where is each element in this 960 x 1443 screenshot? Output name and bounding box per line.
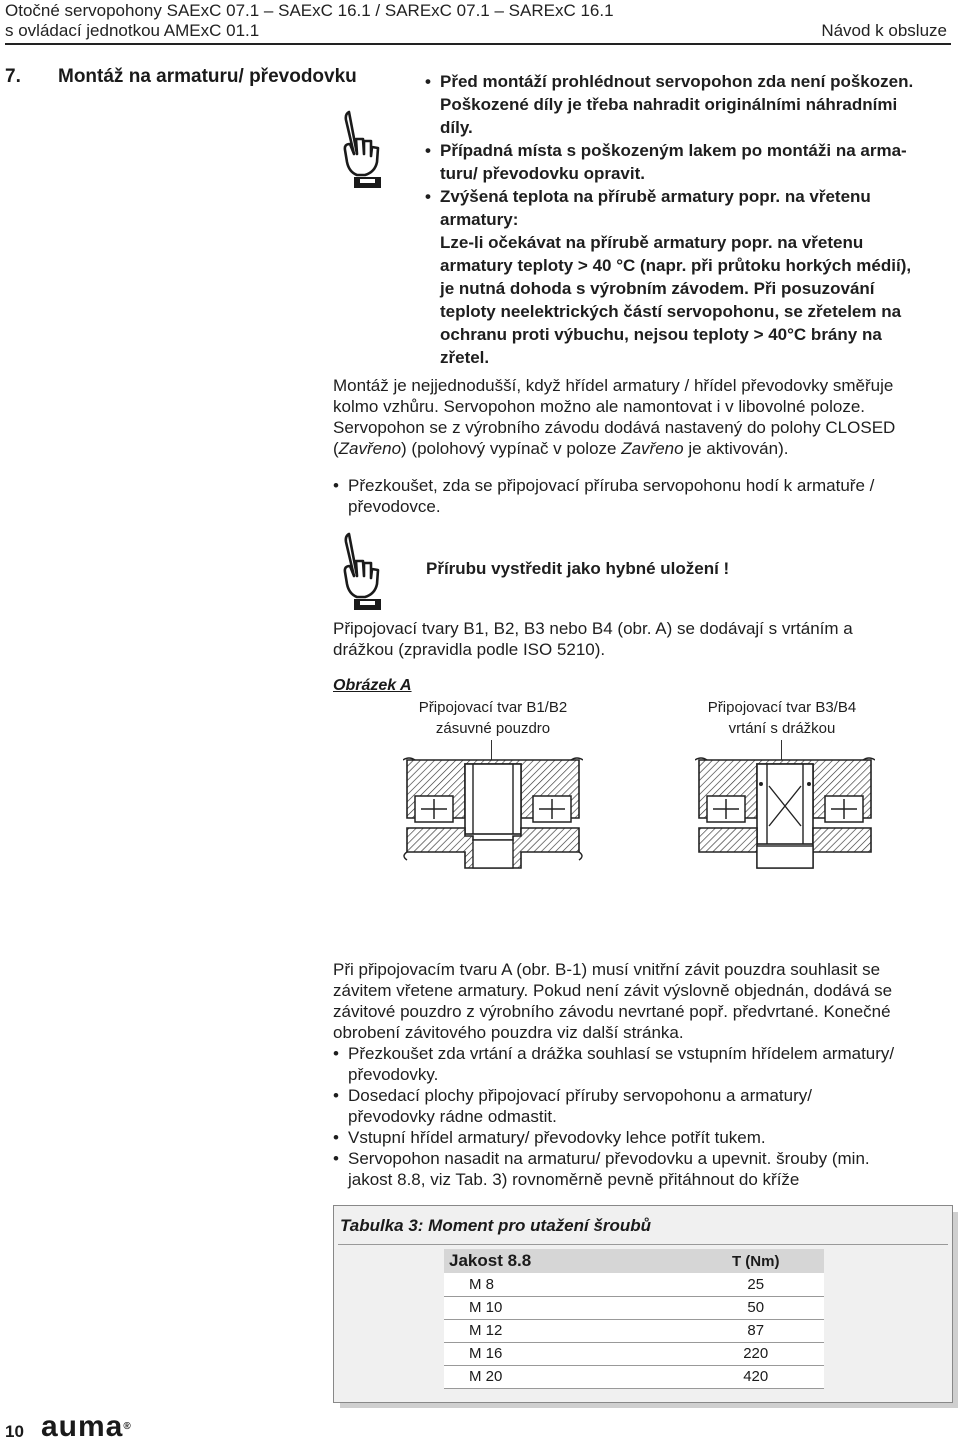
header-title-line2: s ovládací jednotkou AMExC 01.1	[5, 21, 260, 40]
bullet-check-bore: • Přezkoušet zda vrtání a drážka souhlasí se vstupním hřídelem armatury/ převodovky.	[333, 1043, 953, 1085]
check-flange-bullet: • Přezkoušet, zda se připojovací příruba servopohonu hodí k armatuře / převodovce.	[333, 475, 960, 517]
pointing-hand-icon	[335, 528, 395, 614]
header-title-line1: Otočné servopohony SAExC 07.1 – SAExC 16.1 / SARExC 07.1 – SARExC 16.1	[5, 1, 614, 20]
bullet-degrease: • Dosedací plochy připojovací příruby servopohonu a armatury/ převodovky rádne odmastit.	[333, 1085, 953, 1127]
table-row	[444, 1365, 824, 1388]
col-header-quality: Jakost 8.8	[449, 1251, 532, 1270]
cell-torque: 420	[743, 1368, 769, 1385]
brand-name: auma	[41, 1410, 124, 1443]
brand-logo	[41, 1412, 132, 1442]
cell-bolt: M 12	[469, 1322, 503, 1339]
forms-paragraph: Připojovací tvary B1, B2, B3 nebo B4 (obr. A) se dodávají s vrtáním a drážkou (zpravidla podle ISO 5210).	[333, 619, 853, 659]
cell-torque: 220	[743, 1345, 769, 1362]
cell-bolt: M 16	[469, 1345, 503, 1362]
brand-reg: ®	[123, 1421, 132, 1432]
cell-torque: 87	[747, 1322, 765, 1339]
figure-label-b3b4: Připojovací tvar B3/B4 vrtání s drážkou	[707, 699, 857, 737]
cell-torque: 50	[747, 1299, 765, 1316]
warning-bullet-damage: • Před montáží prohlédnout servopohon zda není poškozen. Poškozené díly je třeba nahradit originálními náhradními díly.	[425, 70, 955, 139]
drawing-b1b2	[403, 756, 583, 921]
section-number: 7.	[5, 66, 21, 87]
bullet-grease-shaft: • Vstupní hřídel armatury/ převodovky lehce potřít tukem.	[333, 1127, 953, 1148]
cell-bolt: M 20	[469, 1368, 503, 1385]
figure-title: Obrázek A	[333, 677, 412, 694]
cell-bolt: M 10	[469, 1299, 503, 1316]
intro-paragraph: Montáž je nejjednodušší, když hřídel armatury / hřídel převodovky směřuje kolmo vzhůru. Servopohon možno ale namontovat i v libovolné poloze. Servopohon se z výrobního závodu dodává nastavený do polohy CLOSED (Zavřeno) (polohový vypínač v poloze Zavřeno je aktivován).	[333, 376, 896, 458]
col-header-torque: T (Nm)	[731, 1252, 780, 1270]
drawing-b3b4	[695, 756, 875, 921]
cell-bolt: M 8	[469, 1275, 495, 1293]
table-row	[444, 1296, 824, 1319]
centering-notice: Přírubu vystředit jako hybné uložení !	[426, 559, 730, 578]
figure-label-b1b2: Připojovací tvar B1/B2 zásuvné pouzdro	[418, 699, 568, 737]
warning-bullet-paint: • Případná místa s poškozeným lakem po montáži na arma- turu/ převodovku opravit.	[425, 139, 955, 185]
bullet-mount: • Servopohon nasadit na armaturu/ převodovku a upevnit. šrouby (min. jakost 8.8, viz Tab. 3) rovnoměrně pevně přitáhnout do kříže	[333, 1148, 953, 1190]
table-title: Tabulka 3: Moment pro utažení šroubů	[340, 1216, 652, 1235]
warning-note	[425, 70, 955, 369]
header-rule	[5, 43, 951, 45]
section-title: Montáž na armaturu/ převodovku	[58, 66, 357, 87]
cell-torque: 25	[747, 1275, 765, 1293]
header-right: Návod k obsluze	[821, 21, 947, 40]
warning-bullet-temperature: • Zvýšená teplota na přírubě armatury popr. na vřetenu armatury: Lze-li očekávat na přírubě armatury popr. na vřetenu armatury teploty > 40 °C (napr. při průtoku horkých médií), je nutná dohoda s výrobním závodem. Při posuzování teploty neelektrických částí servopohonu, se zřetelem na ochranu proti výbuchu, nejsou teploty > 40°C brány na zřetel.	[425, 185, 955, 369]
pointing-hand-icon	[335, 106, 395, 192]
table-row	[444, 1319, 824, 1342]
page-number: 10	[5, 1422, 24, 1441]
thread-paragraph: Při připojovacím tvaru A (obr. B-1) musí vnitřní závit pouzdra souhlasit se závitem vřetene armatury. Pokud není závit výslovně objednán, dodává se závitové pouzdro z výrobního závodu nevrtané popř. předvrtané. Konečné obrobení závitového pouzdra viz další stránka. • Přezkoušet zda vrtání a drážka souhlasí se vstupním hřídelem armatury/ převodovky. • Dosedací plochy připojovací příruby servopohonu a armatury/ převodovky rádne odmastit. • Vstupní hřídel armatury/ převodovky lehce potřít tukem. • Servopohon nasadit na armaturu/ převodovku a upevnit. šrouby (min. jakost 8.8, viz Tab. 3) rovnoměrně pevně přitáhnout do kříže	[333, 959, 953, 1190]
table-row	[444, 1342, 824, 1365]
torque-table-grid	[444, 1249, 824, 1389]
torque-table	[333, 1205, 953, 1403]
table-row	[444, 1273, 824, 1296]
